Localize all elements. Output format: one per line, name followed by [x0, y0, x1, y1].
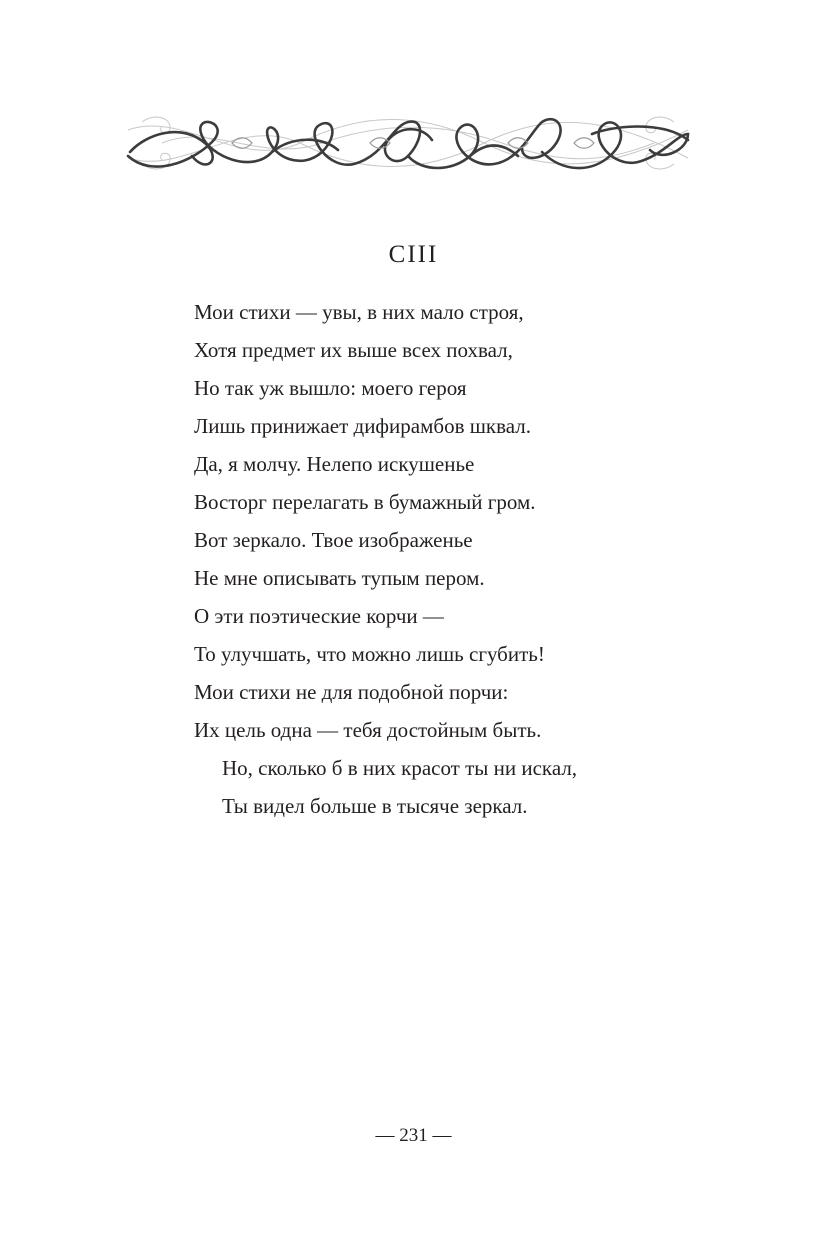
poem-body — [194, 293, 754, 825]
page-number: — 231 — — [375, 1125, 452, 1146]
poem-line: Не мне описывать тупым пером. — [194, 566, 485, 590]
poem-line: Вот зеркало. Твое изображенье — [194, 528, 473, 552]
poem-line: Хотя предмет их выше всех похвал, — [194, 338, 513, 362]
couplet-line: Ты видел больше в тысяче зеркал. — [222, 794, 528, 818]
poem-line: Да, я молчу. Нелепо искушенье — [194, 452, 475, 476]
poem-line: Восторг перелагать в бумажный гром. — [194, 490, 536, 514]
flourish-ornament-icon — [122, 112, 694, 174]
poem-line: Лишь принижает дифирамбов шквал. — [194, 414, 531, 438]
poem-line: Их цель одна — тебя достойным быть. — [194, 718, 542, 742]
poem-line: Мои стихи не для подобной порчи: — [194, 680, 509, 704]
poem-line: Мои стихи — увы, в них мало строя, — [194, 300, 524, 324]
poem-number-heading: CIII — [388, 241, 439, 268]
poem-line: То улучшать, что можно лишь сгубить! — [194, 642, 545, 666]
poem-line: О эти поэтические корчи — — [194, 604, 444, 628]
poem-line: Но так уж вышло: моего героя — [194, 376, 467, 400]
couplet-line: Но, сколько б в них красот ты ни искал, — [222, 756, 578, 780]
